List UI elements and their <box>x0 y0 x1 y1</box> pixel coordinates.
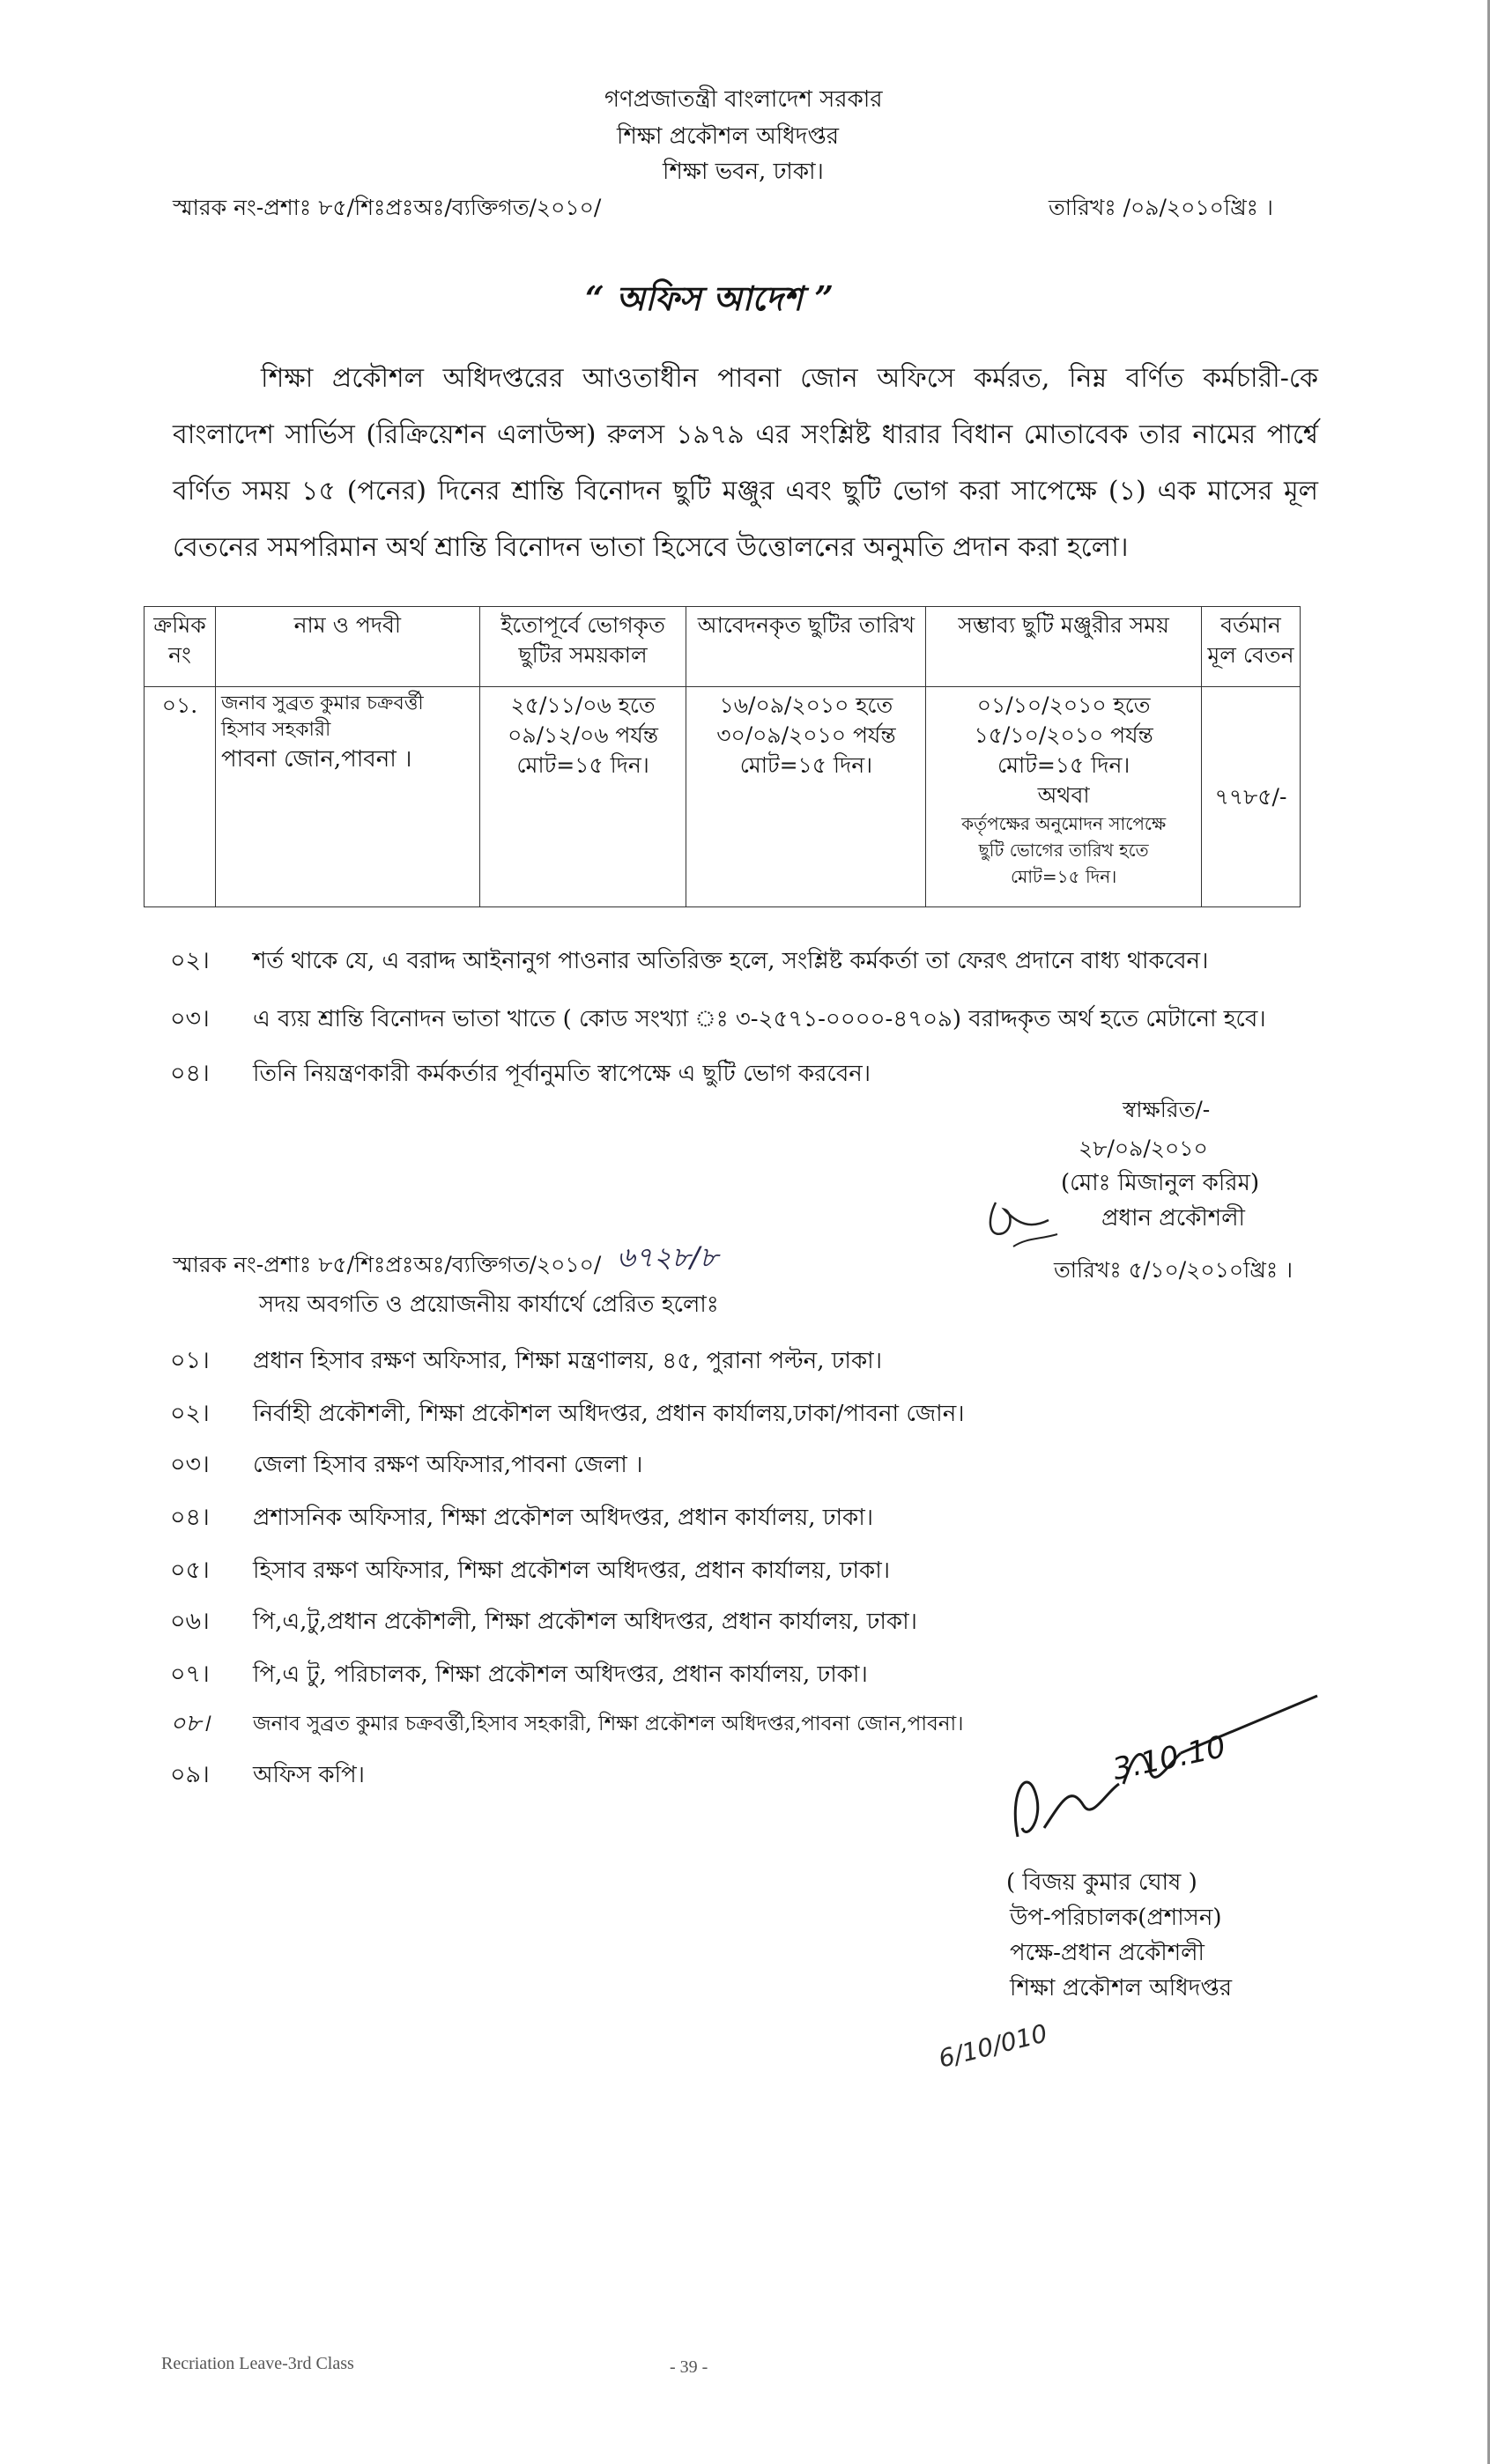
employee-office: পাবনা জোন,পাবনা । <box>220 746 412 773</box>
department-address: শিক্ষা ভবন, ঢাকা। <box>663 159 824 185</box>
prev-from: ২৫/১১/০৬ হতে <box>510 692 656 718</box>
cell-probable-leave <box>926 687 1202 907</box>
copy-number: ০৬। <box>170 1608 210 1635</box>
condition-text: শর্ত থাকে যে, এ বরাদ্দ আইনানুগ পাওনার অতিরিক্ত হলে, সংশ্লিষ্ট কর্মকর্তা তা ফেরৎ প্রদানে বাধ্য থাকবেন। <box>253 948 1209 974</box>
probable-alt-1: কর্তৃপক্ষের অনুমোদন সাপেক্ষে <box>961 813 1167 834</box>
signature-date-handwritten: 3.10.10 <box>1109 1728 1229 1788</box>
copy-number: ০২। <box>170 1400 210 1427</box>
copy-recipient: প্রশাসনিক অফিসার, শিক্ষা প্রকৌশল অধিদপ্তর, প্রধান কার্যালয়, ঢাকা। <box>253 1505 874 1531</box>
cell-applied-leave <box>686 687 926 907</box>
copy-recipient: পি,এ টু, পরিচালক, শিক্ষা প্রকৌশল অধিদপ্তর, প্রধান কার্যালয়, ঢাকা। <box>253 1661 868 1688</box>
copy-number: ০১। <box>170 1347 210 1374</box>
handwritten-note: 6/10/010 <box>935 2018 1050 2074</box>
prev-to: ০৯/১২/০৬ পর্যন্ত <box>508 722 659 748</box>
cell-name <box>215 687 479 907</box>
page-title: “ অফিস আদেশ ” <box>585 278 834 318</box>
copy-number: ০৩। <box>170 1451 210 1478</box>
applied-total: মোট=১৫ দিন। <box>739 752 873 778</box>
probable-total: মোট=১৫ দিন। <box>997 752 1130 778</box>
copy-recipient: হিসাব রক্ষণ অফিসার, শিক্ষা প্রকৌশল অধিদপ্তর, প্রধান কার্যালয়, ঢাকা। <box>253 1558 891 1584</box>
copy-number: ০৭। <box>170 1661 210 1688</box>
copy-recipient: জনাব সুব্রত কুমার চক্রবর্ত্তী,হিসাব সহকারী, শিক্ষা প্রকৌশল অধিদপ্তর,পাবনা জোন,পাবনা। <box>253 1713 964 1735</box>
page-number: - 39 - <box>670 2357 708 2377</box>
copy-number: ০৪। <box>170 1504 210 1531</box>
handwritten-initial <box>978 1185 1084 1260</box>
memo-number: স্মারক নং-প্রশাঃ ৮৫/শিঃপ্রঃঅঃ/ব্যক্তিগত/২০১০/ <box>173 195 602 220</box>
applied-to: ৩০/০৯/২০১০ পর্যন্ত <box>716 722 896 748</box>
table-header-row <box>145 607 1301 687</box>
signature1-title: প্রধান প্রকৌশলী <box>1101 1205 1245 1232</box>
distribution-subject: সদয় অবগতি ও প্রয়োজনীয় কার্যার্থে প্রেরিত হলোঃ <box>259 1291 719 1318</box>
govt-name: গণপ্রজাতন্ত্রী বাংলাদেশ সরকার <box>604 86 883 113</box>
copy-recipient: নির্বাহী প্রকৌশলী, শিক্ষা প্রকৌশল অধিদপ্তর, প্রধান কার্যালয়,ঢাকা/পাবনা জোন। <box>253 1401 965 1427</box>
condition-text: এ ব্যয় শ্রান্তি বিনোদন ভাতা খাতে ( কোড সংখ্যা ঃ ৩-২৫৭১-০০০০-৪৭০৯) বরাদ্দকৃত অর্থ হতে মেটানো হবে। <box>253 1006 1266 1032</box>
condition-text: তিনি নিয়ন্ত্রণকারী কর্মকর্তার পূর্বানুমতি স্বাপেক্ষে এ ছুটি ভোগ করবেন। <box>253 1061 871 1087</box>
memo-date: তারিখঃ /০৯/২০১০খ্রিঃ । <box>1049 195 1273 220</box>
condition-number: ০৪। <box>170 1060 210 1087</box>
copy-recipient: পি,এ,টু,প্রধান প্রকৌশলী, শিক্ষা প্রকৌশল অধিদপ্তর, প্রধান কার্যালয়, ঢাকা। <box>253 1609 917 1635</box>
second-memo-date: তারিখঃ ৫/১০/২০১০খ্রিঃ । <box>1054 1257 1294 1283</box>
employee-name: জনাব সুব্রত কুমার চক্রবর্ত্তী <box>220 692 424 714</box>
copy-number: ০৮। <box>170 1710 210 1737</box>
signed-mark: স্বাক্ষরিত/- <box>1123 1097 1211 1122</box>
footer-label: Recriation Leave-3rd Class <box>161 2354 354 2373</box>
col-serial: ক্রমিক নং <box>145 607 216 687</box>
copy-number: ০৫। <box>170 1557 210 1584</box>
signatory-behalf: পক্ষে-প্রধান প্রকৌশলী <box>1010 1940 1205 1966</box>
second-memo-number: স্মারক নং-প্রশাঃ ৮৫/শিঃপ্রঃঅঃ/ব্যক্তিগত/২০১০/ <box>173 1252 602 1277</box>
applied-from: ১৬/০৯/২০১০ হতে <box>719 692 893 718</box>
copy-recipient: জেলা হিসাব রক্ষণ অফিসার,পাবনা জেলা । <box>253 1452 643 1478</box>
signatory-office: শিক্ষা প্রকৌশল অধিদপ্তর <box>1010 1975 1233 2002</box>
copy-recipient: অফিস কপি। <box>253 1762 365 1788</box>
probable-or: অথবা <box>1037 782 1090 808</box>
cell-salary: ৭৭৮৫/- <box>1202 687 1301 907</box>
col-prev-leave: ইতোপূর্বে ভোগকৃত ছুটির সময়কাল <box>479 607 686 687</box>
leave-table <box>144 606 1301 907</box>
probable-to: ১৫/১০/২০১০ পর্যন্ত <box>974 722 1153 748</box>
table-row <box>145 687 1301 907</box>
memo-number-handwritten: ৬৭২৮/৮ <box>617 1240 718 1274</box>
signatory-name: ( বিজয় কুমার ঘোষ ) <box>1006 1869 1197 1896</box>
probable-from: ০১/১০/২০১০ হতে <box>976 692 1151 718</box>
signature1-date: ২৮/০৯/২০১০ <box>1079 1136 1208 1161</box>
cell-serial: ০১. <box>145 687 216 907</box>
intro-paragraph: শিক্ষা প্রকৌশল অধিদপ্তরের আওতাধীন পাবনা জোন অফিসে কর্মরত, নিম্ন বর্ণিত কর্মচারী-কে বাংলাদেশ সার্ভিস (রিক্রিয়েশন এলাউন্স) রুলস ১৯৭৯ এর সংশ্লিষ্ট ধারার বিধান মোতাবেক তার নামের পার্শ্বে বর্ণিত সময় ১৫ (পনের) দিনের শ্রান্তি বিনোদন ছুটি মঞ্জুর এবং ছুটি ভোগ করা সাপেক্ষে (১) এক মাসের মূল বেতনের সমপরিমান অর্থ শ্রান্তি বিনোদন ভাতা হিসেবে উত্তোলনের অনুমতি প্রদান করা হলো। <box>173 363 1318 563</box>
condition-number: ০২। <box>170 947 210 974</box>
signatory-title: উপ-পরিচালক(প্রশাসন) <box>1010 1905 1222 1931</box>
department-name: শিক্ষা প্রকৌশল অধিদপ্তর <box>617 123 840 150</box>
cell-prev-leave <box>479 687 686 907</box>
col-probable-leave: সম্ভাব্য ছুটি মঞ্জুরীর সময় <box>926 607 1202 687</box>
col-salary: বর্তমান মূল বেতন <box>1202 607 1301 687</box>
probable-alt-2: ছুটি ভোগের তারিখ হতে <box>978 840 1149 861</box>
condition-number: ০৩। <box>170 1005 210 1032</box>
signature1-name: (মোঃ মিজানুল করিম) <box>1061 1170 1260 1196</box>
copy-recipient: প্রধান হিসাব রক্ষণ অফিসার, শিক্ষা মন্ত্রণালয়, ৪৫, পুরানা পল্টন, ঢাকা। <box>253 1348 882 1374</box>
col-name: নাম ও পদবী <box>215 607 479 687</box>
copy-number: ০৯। <box>170 1761 210 1788</box>
prev-total: মোট=১৫ দিন। <box>516 752 649 778</box>
employee-designation: হিসাব সহকারী <box>220 719 331 741</box>
col-applied-leave: আবেদনকৃত ছুটির তারিখ <box>686 607 926 687</box>
probable-alt-3: মোট=১৫ দিন। <box>1010 866 1117 887</box>
